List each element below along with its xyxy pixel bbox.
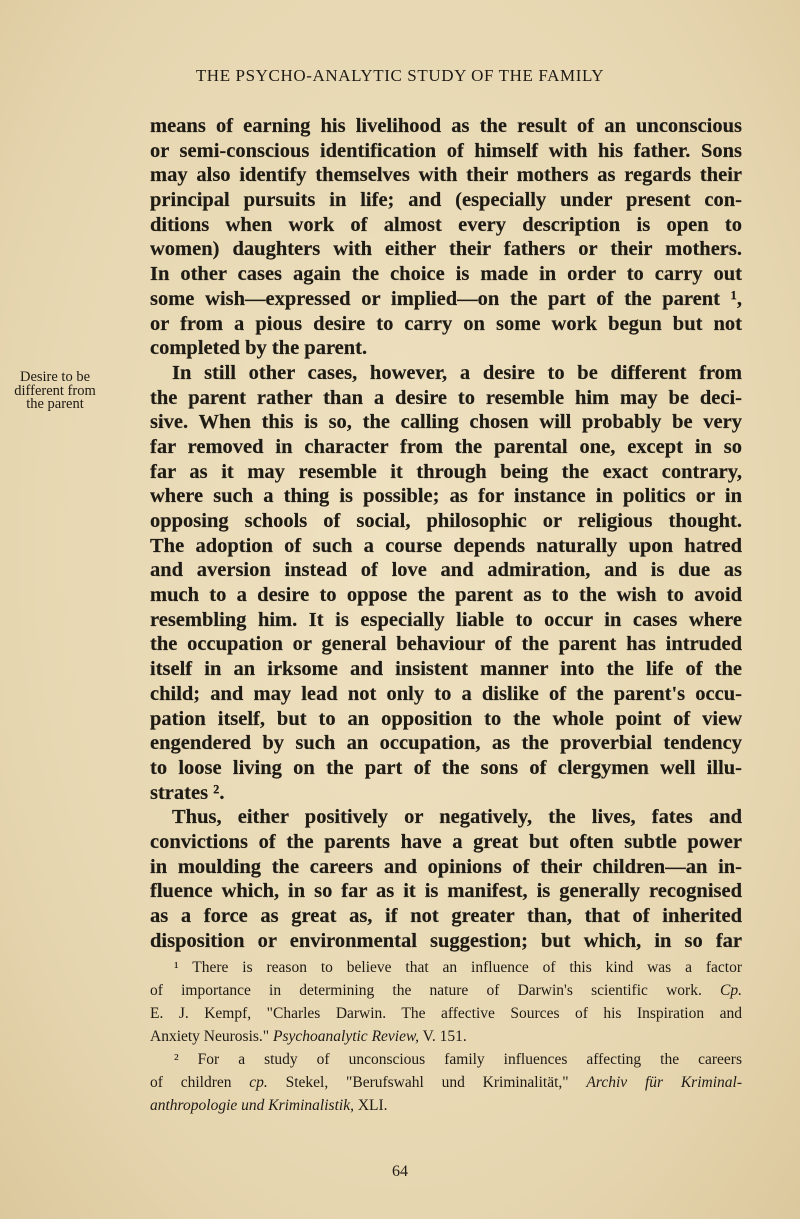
body-text [150,114,742,953]
text-line: strates ². [150,781,225,804]
text-line: the occupation or general behaviour of the parent has intruded [150,633,742,656]
text-line: where such a thing is possible; as for instance in politics or in [150,485,742,508]
text-line: and aversion instead of love and admiration, and is due as [150,559,742,582]
footnote-text: Anxiety Neurosis." [150,1028,273,1045]
text-line: in moulding the careers and opinions of their children—an in- [150,855,742,878]
footnote-line [150,1002,742,1025]
text-line: principal pursuits in life; and (especially under present con- [150,189,742,212]
text-line: resembling him. It is especially liable to occur in cases where [150,608,742,631]
text-line: or semi-conscious identification of himself with his father. Sons [150,139,742,162]
footnote-line [150,979,742,1002]
footnote-text: XLI. [353,1097,388,1114]
text-line: disposition or environmental suggestion; but which, in so far [150,929,742,952]
italic-citation: cp. [249,1074,268,1091]
text-line: or from a pious desire to carry on some work begun but not [150,312,742,335]
text-line: opposing schools of social, philosophic or religious thought. [150,510,742,532]
italic-citation: Cp. [720,982,742,999]
text-line: In other cases again the choice is made in order to carry out [150,263,742,286]
text-line: ditions when work of almost every description is open to [150,213,742,236]
text-line: sive. When this is so, the calling chosen will probably be very [150,411,742,434]
page-number: 64 [392,1163,408,1180]
margin-note-line: the parent [26,396,84,412]
footnote-line [150,1071,742,1094]
footnote-line [150,1025,742,1048]
italic-citation: Archiv für Kriminal- [586,1074,742,1091]
text-line: fluence which, in so far as it is manifest, is generally recognised [150,880,742,903]
margin-note-line: Desire to be [19,369,91,385]
text-line: as a force as great as, if not greater than, that of inherited [150,905,742,927]
text-line: engendered by such an occupation, as the proverbial tendency [150,732,742,755]
text-line: far as it may resemble it through being the exact contrary, [150,460,742,483]
text-line: women) daughters with either their fathers or their mothers. [150,238,742,261]
text-line: pation itself, but to an opposition to the whole point of view [150,707,742,730]
text-line: may also identify themselves with their mothers as regards their [150,164,742,187]
text-line: means of earning his livelihood as the result of an unconscious [150,115,742,137]
footnote-text: Stekel, "Berufswahl und Kriminalität," [267,1074,587,1091]
footnote-text: V. 151. [419,1028,467,1045]
text-line: In still other cases, however, a desire to be different from [172,361,742,384]
margin-note [12,371,98,412]
footnote-text: ¹ There is reason to believe that an influence of this kind was a factor [174,959,742,976]
footnote-line [150,1094,742,1117]
text-line: completed by the parent. [150,337,368,360]
footnote-line [150,956,742,979]
footnote-line [150,1048,742,1071]
text-line: much to a desire to oppose the parent as to the wish to avoid [150,584,742,607]
footnote-text: of importance in determining the nature of Darwin's scientific work. [150,982,721,999]
running-head: THE PSYCHO-ANALYTIC STUDY OF THE FAMILY [195,66,605,85]
italic-citation: Psychoanalytic Review, [273,1028,420,1045]
text-line: convictions of the parents have a great but often subtle power [150,830,742,853]
text-line: far removed in character from the parental one, except in so [150,435,742,458]
footnote-text: of children [150,1074,250,1091]
italic-citation: anthropologie und Kriminalistik, [150,1097,354,1114]
text-line: child; and may lead not only to a dislike of the parent's occu- [150,682,742,705]
margin-note-line: different from [14,382,96,399]
footnote-text: ² For a study of unconscious family influences affecting the careers [174,1051,742,1068]
text-line: to loose living on the part of the sons of clergymen well illu- [150,756,742,779]
text-line: The adoption of such a course depends naturally upon hatred [150,534,742,557]
footnote-text: E. J. Kempf, "Charles Darwin. The affective Sources of his Inspiration and [150,1005,742,1022]
text-line: some wish—expressed or implied—on the part of the parent ¹, [150,287,742,310]
text-line: itself in an irksome and insistent manner into the life of the [150,658,742,681]
footnotes [150,956,742,1117]
text-line: Thus, either positively or negatively, the lives, fates and [172,806,742,829]
text-line: the parent rather than a desire to resemble him may be deci- [150,386,742,409]
